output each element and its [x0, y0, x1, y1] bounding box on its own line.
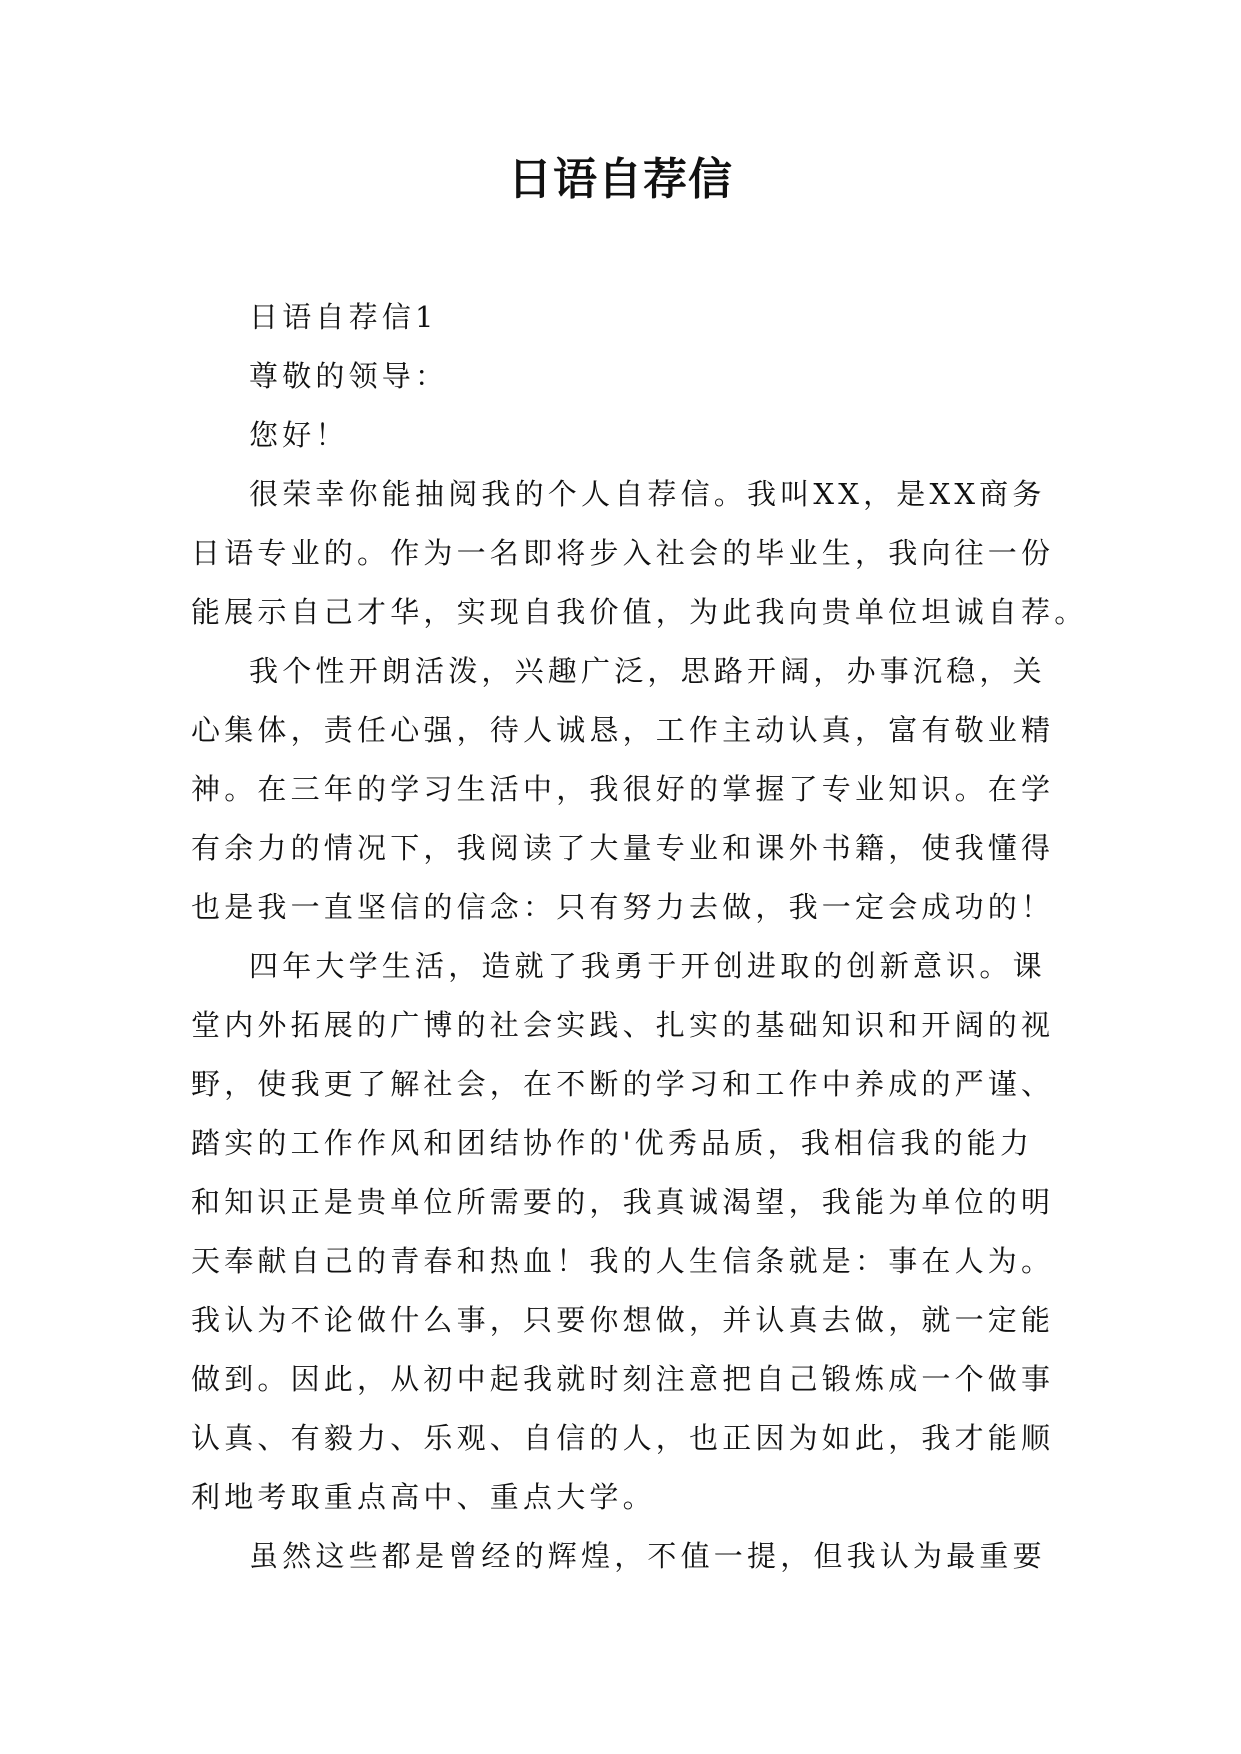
- paragraph-greeting: [191, 406, 1071, 465]
- text-line: 有余力的情况下，我阅读了大量专业和课外书籍，使我懂得: [191, 831, 1055, 865]
- text-line: 虽然这些都是曾经的辉煌，不值一提，但我认为最重要: [249, 1539, 1046, 1573]
- text-line: 日语专业的。作为一名即将步入社会的毕业生，我向往一份: [191, 536, 1055, 570]
- text-line: 我认为不论做什么事，只要你想做，并认真去做，就一定能: [191, 1303, 1055, 1337]
- text-line: 和知识正是贵单位所需要的，我真诚渴望，我能为单位的明: [191, 1185, 1055, 1219]
- text-line: 我个性开朗活泼，兴趣广泛，思路开阔，办事沉稳，关: [249, 654, 1046, 688]
- paragraph-salutation: [191, 347, 1071, 406]
- paragraph-closing: [191, 1527, 1071, 1586]
- text-line: 您好！: [249, 418, 349, 452]
- text-line: 尊敬的领导：: [249, 359, 449, 393]
- text-line: 踏实的工作作风和团结协作的'优秀品质，我相信我的能力: [191, 1126, 1034, 1160]
- text-line: 心集体，责任心强，待人诚恳，工作主动认真，富有敬业精: [191, 713, 1055, 747]
- text-line: 四年大学生活，造就了我勇于开创进取的创新意识。课: [249, 949, 1046, 983]
- paragraph-heading: [191, 288, 1071, 347]
- text-line: 神。在三年的学习生活中，我很好的掌握了专业知识。在学: [191, 772, 1055, 806]
- text-line: 认真、有毅力、乐观、自信的人，也正因为如此，我才能顺: [191, 1421, 1055, 1455]
- text-line: 利地考取重点高中、重点大学。: [191, 1480, 656, 1514]
- document-body: [191, 288, 1088, 1586]
- text-line: 很荣幸你能抽阅我的个人自荐信。我叫XX，是XX商务: [249, 477, 1046, 511]
- text-line: 日语自荐信1: [249, 300, 438, 334]
- text-line: 也是我一直坚信的信念：只有努力去做，我一定会成功的！: [191, 890, 1055, 924]
- document-title: 日语自荐信: [508, 154, 733, 205]
- text-line: 野，使我更了解社会，在不断的学习和工作中养成的严谨、: [191, 1067, 1055, 1101]
- text-line: 能展示自己才华，实现自我价值，为此我向贵单位坦诚自荐。: [191, 595, 1088, 629]
- paragraph-personality: [191, 642, 1071, 937]
- text-line: 堂内外拓展的广博的社会实践、扎实的基础知识和开阔的视: [191, 1008, 1055, 1042]
- text-line: 天奉献自己的青春和热血！我的人生信条就是：事在人为。: [191, 1244, 1055, 1278]
- text-line: 做到。因此，从初中起我就时刻注意把自己锻炼成一个做事: [191, 1362, 1055, 1396]
- paragraph-university-life: [191, 937, 1071, 1527]
- paragraph-introduction: [191, 465, 1088, 642]
